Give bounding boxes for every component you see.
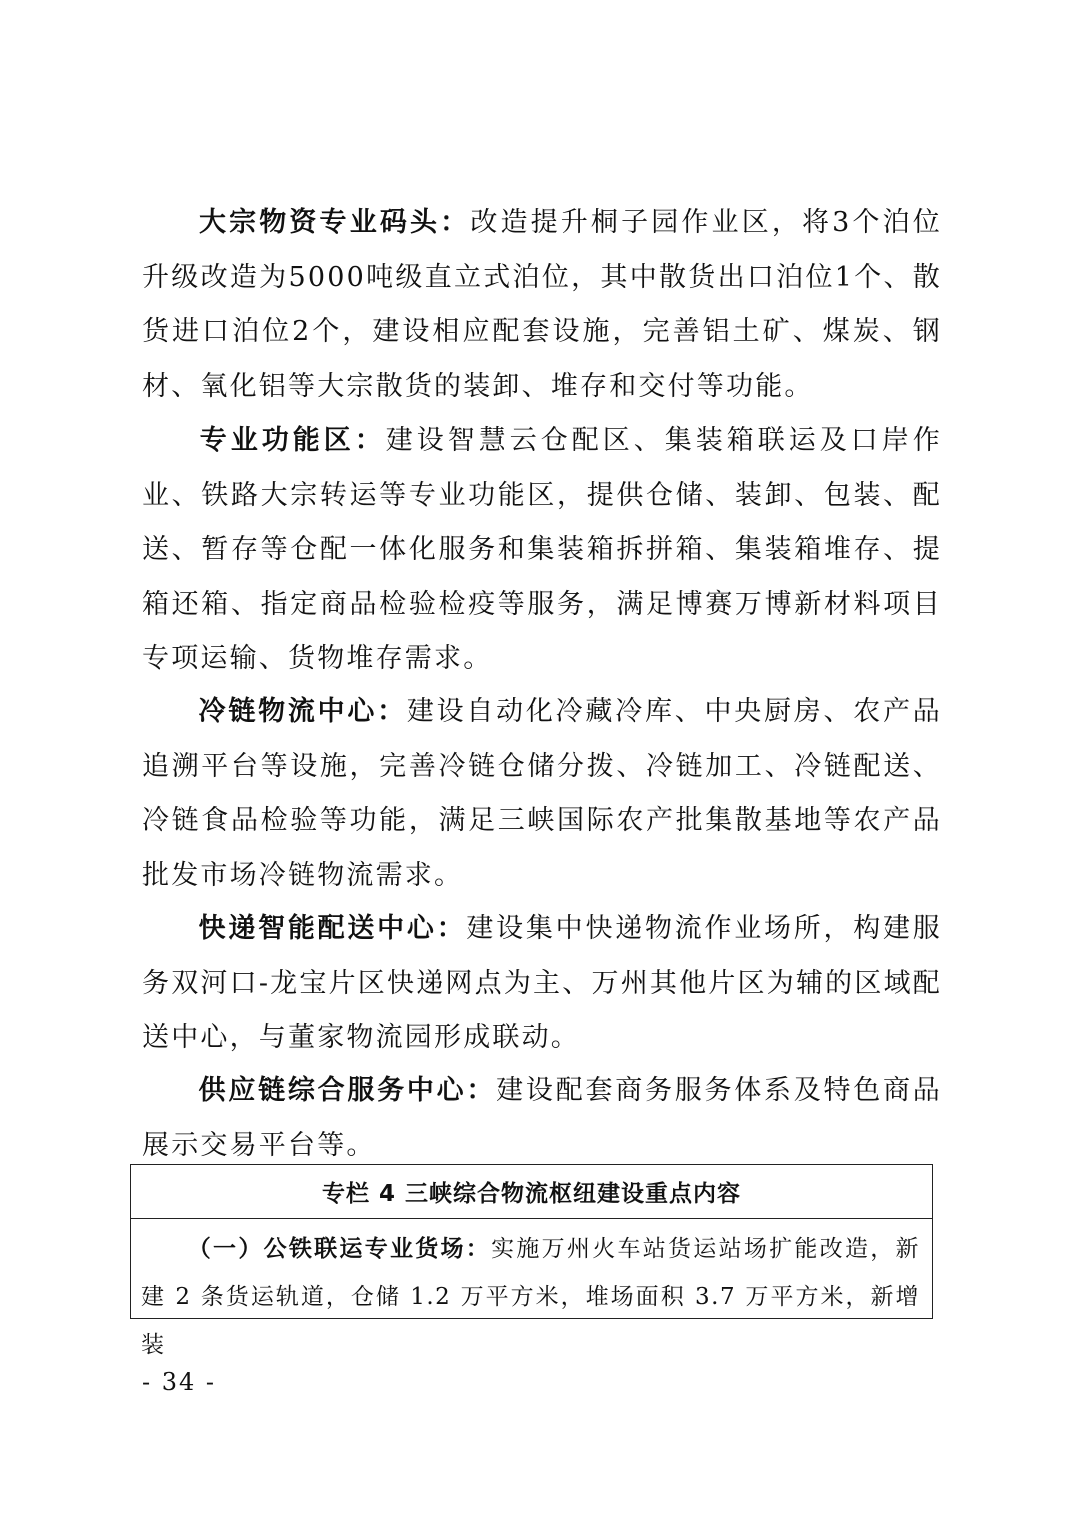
column-box-body bbox=[131, 1219, 932, 1369]
column-box bbox=[130, 1164, 933, 1358]
column-box-title: 专栏 4 三峡综合物流枢纽建设重点内容 bbox=[131, 1165, 932, 1219]
paragraph-bulk-cargo-wharf bbox=[142, 196, 942, 414]
paragraph-lead: 快递智能配送中心： bbox=[198, 913, 467, 944]
paragraph-express-delivery-center bbox=[142, 902, 942, 1066]
paragraph-cold-chain-center bbox=[142, 685, 942, 903]
paragraph-text: 建设集中快递物流作业场所，构建服务双河口-龙宝片区快递网点为主、万州其他片区为辅的区域配送中心，与董家物流园形成联动。 bbox=[142, 913, 942, 1053]
paragraph-text: 建设智慧云仓配区、集装箱联运及口岸作业、铁路大宗转运等专业功能区，提供仓储、装卸、包装、配送、暂存等仓配一体化服务和集装箱拆拼箱、集装箱堆存、提箱还箱、指定商品检验检疫等服务，满足博赛万博新材料项目专项运输、货物堆存需求。 bbox=[142, 425, 942, 674]
paragraph-text: 建设自动化冷藏冷库、中央厨房、农产品追溯平台等设施，完善冷链仓储分拨、冷链加工、冷链配送、冷链食品检验等功能，满足三峡国际农产批集散基地等农产品批发市场冷链物流需求。 bbox=[142, 696, 942, 891]
paragraph-functional-zone bbox=[142, 414, 942, 687]
paragraph-lead: 专业功能区： bbox=[198, 425, 386, 456]
paragraph-text: 建设配套商务服务体系及特色商品展示交易平台等。 bbox=[142, 1075, 943, 1161]
paragraph-text: 改造提升桐子园作业区，将3个泊位升级改造为5000吨级直立式泊位，其中散货出口泊位1个、散货进口泊位2个，建设相应配套设施，完善铝土矿、煤炭、钢材、氧化铝等大宗散货的装卸、堆存和交付等功能。 bbox=[142, 207, 942, 402]
paragraph-lead: 大宗物资专业码头： bbox=[198, 207, 471, 238]
paragraph-lead: 供应链综合服务中心： bbox=[198, 1075, 497, 1106]
column-box-text: 实施万州火车站货运站场扩能改造，新建 2 条货运轨道，仓储 1.2 万平方米，堆场面积 3.7 万平方米，新增装 bbox=[141, 1236, 921, 1358]
column-box-lead: （一）公铁联运专业货场： bbox=[187, 1235, 492, 1262]
paragraph-lead: 冷链物流中心： bbox=[198, 696, 407, 727]
paragraph-supply-chain-center bbox=[142, 1064, 942, 1173]
page-number: - 34 - bbox=[142, 1368, 217, 1396]
